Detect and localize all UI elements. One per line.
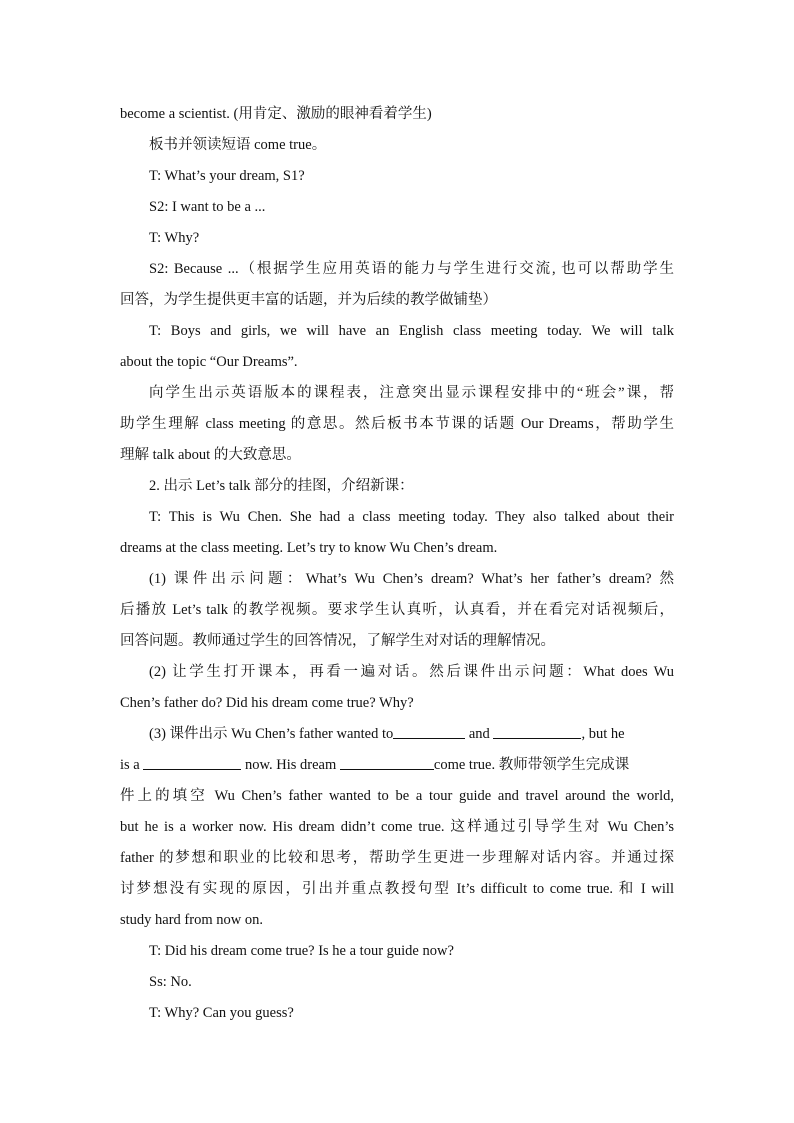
- text-line: T: This is Wu Chen. She had a class meeting today. They also talked about their: [149, 509, 674, 525]
- text-line: 后播放 Let’s talk 的教学视频。要求学生认真听，认真看，并在看完对话视频后，: [120, 602, 674, 618]
- text-line: 讨梦想没有实现的原因，引出并重点教授句型 It’s difficult to come true. 和 I will: [120, 881, 674, 897]
- text-segment: is a: [120, 757, 140, 773]
- paragraph-step-2-2: [120, 657, 674, 719]
- text-line: S2: Because ...（根据学生应用英语的能力与学生进行交流, 也可以帮助学生: [149, 261, 674, 277]
- dialogue-teacher-question: [120, 161, 674, 192]
- fill-in-blank: [340, 754, 434, 770]
- text-line: father 的梦想和职业的比较和思考，帮助学生更进一步理解对话内容。并通过探: [120, 850, 674, 866]
- text-line: T: Boys and girls, we will have an English class meeting today. We will talk: [149, 323, 674, 339]
- text-line: 理解 talk about 的大致意思。: [120, 447, 301, 463]
- text-line: but he is a worker now. His dream didn’t come true. 这样通过引导学生对 Wu Chen’s: [120, 819, 674, 835]
- text-line: Ss: No.: [149, 974, 192, 990]
- text-line: 件上的填空 Wu Chen’s father wanted to be a tour guide and travel around the world,: [120, 788, 674, 804]
- paragraph-scientist: [120, 99, 674, 130]
- text-line: study hard from now on.: [120, 912, 263, 928]
- text-line: Chen’s father do? Did his dream come true? Why?: [120, 695, 414, 711]
- dialogue-students-no: [120, 967, 674, 998]
- text-line: [120, 750, 674, 781]
- paragraph-board-phrase: [120, 130, 674, 161]
- paragraph-schedule: [120, 378, 674, 471]
- text-segment: (3) 课件出示 Wu Chen’s father wanted to: [149, 726, 394, 742]
- text-line: [120, 719, 674, 750]
- fill-in-blank: [493, 723, 581, 739]
- paragraph-wu-chen-intro: [120, 502, 674, 564]
- text-line: (2) 让学生打开课本，再看一遍对话。然后课件出示问题：What does Wu: [149, 664, 674, 680]
- fill-in-blank: [393, 723, 465, 739]
- text-segment: and: [468, 726, 490, 742]
- text-segment: come true. 教师带领学生完成课: [433, 757, 630, 773]
- dialogue-student-answer: [120, 192, 674, 223]
- text-line: 回答问题。教师通过学生的回答情况，了解学生对对话的理解情况。: [120, 633, 555, 649]
- dialogue-why-guess: [120, 998, 674, 1029]
- paragraph-because: [120, 254, 674, 316]
- dialogue-teacher-why: [120, 223, 674, 254]
- text-line: T: What’s your dream, S1?: [149, 168, 305, 184]
- text-line: T: Did his dream come true? Is he a tour guide now?: [149, 943, 454, 959]
- text-segment: now. His dream: [244, 757, 337, 773]
- text-line: about the topic “Our Dreams”.: [120, 354, 298, 370]
- text-line: T: Why?: [149, 230, 200, 246]
- paragraph-step-2-3: [120, 719, 674, 936]
- paragraph-step-2: [120, 471, 674, 502]
- text-line: 助学生理解 class meeting 的意思。然后板书本节课的话题 Our Dreams，帮助学生: [120, 416, 674, 432]
- text-line: 板书并领读短语 come true。: [149, 137, 327, 153]
- text-line: dreams at the class meeting. Let’s try to know Wu Chen’s dream.: [120, 540, 498, 556]
- text-line: T: Why? Can you guess?: [149, 1005, 294, 1021]
- paragraph-step-2-1: [120, 564, 674, 657]
- text-line: 回答，为学生提供更丰富的话题，并为后续的教学做铺垫）: [120, 292, 497, 308]
- text-line: S2: I want to be a ...: [149, 199, 266, 215]
- text-line: 向学生出示英语版本的课程表，注意突出显示课程安排中的“班会”课，帮: [149, 385, 674, 401]
- text-line: become a scientist. (用肯定、激励的眼神看着学生): [120, 106, 432, 122]
- lesson-plan-body: [120, 99, 674, 1029]
- text-line: (1) 课件出示问题：What’s Wu Chen’s dream? What’s her father’s dream? 然: [149, 571, 674, 587]
- text-line: 2. 出示 Let’s talk 部分的挂图，介绍新课：: [149, 478, 414, 494]
- dialogue-did-dream-come-true: [120, 936, 674, 967]
- fill-in-blank: [143, 754, 241, 770]
- text-segment: , but he: [581, 726, 625, 742]
- paragraph-class-meeting: [120, 316, 674, 378]
